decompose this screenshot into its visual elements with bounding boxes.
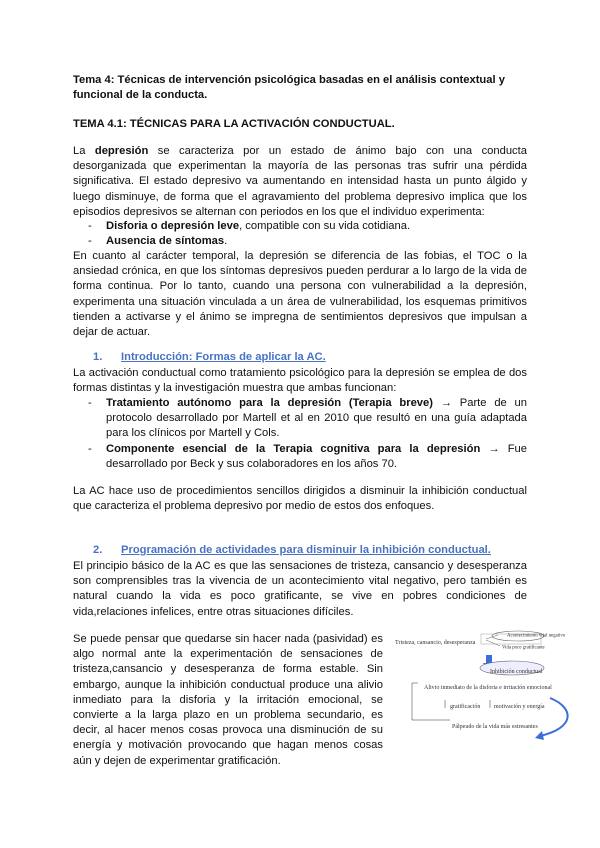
diagram-node-gratification: gratificación bbox=[450, 704, 481, 710]
title-line-1: Tema 4: Técnicas de intervención psicológica basadas en el análisis contextual y bbox=[73, 74, 505, 86]
diagram-node-relief: Alivio inmediato de la disforia e irritación emocional bbox=[424, 685, 552, 691]
diagram-node-low-gratification: Vida poco gratificante bbox=[502, 645, 545, 650]
section-number: 1. bbox=[93, 351, 103, 363]
symptom-rest: . bbox=[224, 235, 228, 248]
diagram-node-motivation: motivación y energía bbox=[494, 704, 545, 710]
list-item bbox=[73, 219, 527, 234]
symptoms-list bbox=[73, 219, 527, 249]
topic-subtitle: TEMA 4.1: TÉCNICAS PARA LA ACTIVACIÓN CONDUCTUAL. bbox=[73, 118, 395, 130]
diagram-node-inhibition: Inhibición conductual bbox=[490, 669, 543, 675]
section-2-paragraph: El principio básico de la AC es que las sensaciones de tristeza, cansancio y desesperanza son comprensibles tras la vivencia de un acontecimiento vital negativo, pero también es natural cuando la vida es poco gratificante, se vive en pobres condiciones de vida,relaciones infelices, entre otras situaciones difíciles. bbox=[73, 560, 527, 618]
form-term: Tratamiento autónomo para la depresión (Terapia breve) bbox=[106, 397, 433, 409]
section-title: Introducción: Formas de aplicar la AC. bbox=[121, 351, 326, 363]
diagram-node-negative-event: Acontecimiento vital negativo bbox=[507, 633, 566, 638]
final-paragraph: Se puede pensar que quedarse sin hacer nada (pasividad) es algo normal ante la experimentación de sensaciones de tristeza,cansancio y desesperanza de forma estable. Sin embargo, aunque la inhibición conductual produce una alivio inmediato para la disforia y la irritación emocional, se convierte a la larga plazo en un problema secundario, es decir, al hacer menos cosas provoca una disminución de su energía y motivación provocando que hagan menos cosas aún y dejen de experimentar gratificación. bbox=[73, 633, 383, 767]
forms-list bbox=[73, 396, 527, 472]
document-title bbox=[73, 73, 533, 103]
intro-paragraph bbox=[73, 144, 527, 220]
diagram-node-stressful-life: Pálpeudo de la vida más estresantes bbox=[452, 724, 538, 730]
down-arrow bbox=[486, 655, 492, 663]
diagram-node-sadness: Tristeza, cansancio, desesperanza bbox=[395, 640, 476, 646]
list-item bbox=[73, 442, 527, 472]
temporal-paragraph: En cuanto al carácter temporal, la depresión se diferencia de las fobias, el TOC o la ansiedad crónica, en que los síntomas depresivos pueden perdurar a lo largo de la vida de forma continua. Por lo tanto, cuando una persona con vulnerabilidad a la depresión, experimenta una situación vinculada a un área de vulnerabilidad, los esquemas primitivos tienden a activarse y el ánimo se impregna de sentimientos depresivos que impulsan a dejar de actuar. bbox=[73, 250, 527, 339]
intro-post: se caracteriza por un estado de ánimo bajo con una conducta desorganizada que experimentan la mayoría de las personas tras sufrir una pérdida significativa. El estado depresivo va aumentando en intensidad hasta un punto álgido y luego disminuye, de forma que el agravamiento del problema depresivo implica que los episodios depresivos se alternan con periodos en los que el individuo experimenta: bbox=[73, 145, 527, 218]
form-term: Componente esencial de la Terapia cognitiva para la depresión bbox=[106, 442, 481, 455]
arrow bbox=[486, 640, 500, 646]
list-item bbox=[73, 396, 527, 442]
ac-cycle-diagram bbox=[390, 628, 585, 758]
section-number: 2. bbox=[93, 544, 103, 556]
title-line-2: funcional de la conducta. bbox=[73, 89, 208, 102]
section-1-heading bbox=[73, 350, 326, 365]
intro-term: depresión bbox=[94, 145, 149, 157]
list-item bbox=[73, 234, 527, 249]
section-2-heading bbox=[73, 543, 491, 558]
symptom-rest: , compatible con su vida cotidiana. bbox=[239, 220, 411, 232]
form-rest: → Parte de un protocolo desarrollado por Martell et al en 2010 que resultó en una guía adaptada para los clínicos por Martell y Cols. bbox=[106, 397, 528, 440]
symptom-term: Ausencia de síntomas bbox=[106, 235, 225, 248]
section-1-paragraph: La activación conductual como tratamiento psicológico para la depresión se emplea de dos formas distintas y la investigación muestra que ambas funcionan: bbox=[73, 367, 527, 395]
section-title: Programación de actividades para disminuir la inhibición conductual. bbox=[121, 544, 491, 556]
symptom-term: Disforia o depresión leve bbox=[106, 220, 240, 232]
form-rest: → Fue desarrollado por Beck y sus colaboradores en los años 70. bbox=[106, 442, 528, 470]
ac-paragraph: La AC hace uso de procedimientos sencillos dirigidos a disminuir la inhibición conductual que caracteriza el problema depresivo por medio de estos dos enfoques. bbox=[73, 485, 527, 513]
intro-pre: La bbox=[73, 145, 95, 157]
